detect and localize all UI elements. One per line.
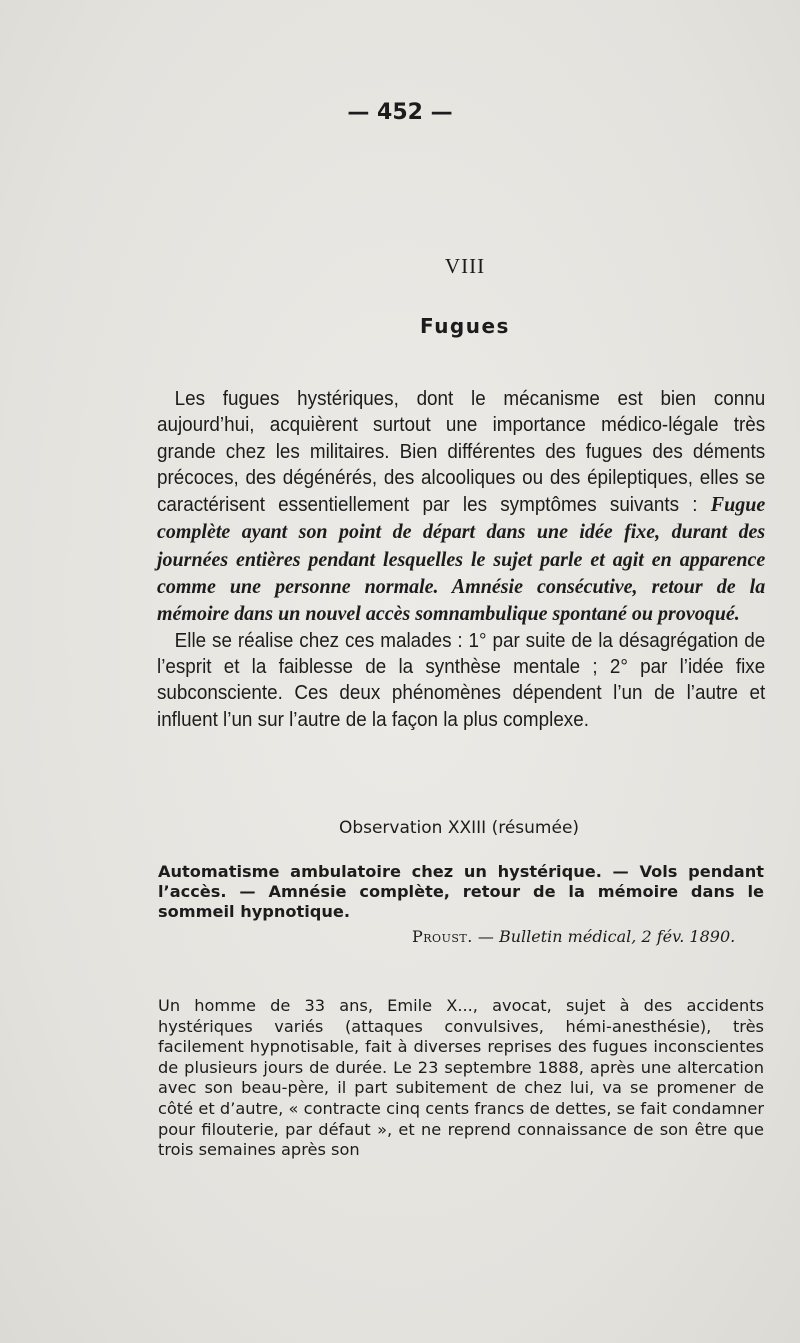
observation-body: Un homme de 33 ans, Emile X..., avocat, sujet à des accidents hystériques variés (attaques convulsives, hémi-anesthésie), très facilement hypnotisable, fait à diverses reprises des fugues inconscientes de plusieurs jours de durée. Le 23 septembre 1888, après une altercation avec son beau-père, il part subitement de chez lui, va se promener de côté et d’autre, « contracte cinq cents francs de dettes, se fait condamner pour filouterie, par défaut », et ne reprend connaissance de son être que trois semaines après son bbox=[158, 996, 764, 1160]
citation-source: Bulletin médical, 2 fév. 1890. bbox=[498, 927, 736, 946]
chapter-title: Fugues bbox=[420, 314, 510, 338]
paragraph-1 bbox=[157, 386, 765, 628]
paragraph-2: Elle se réalise chez ces malades : 1° par suite de la désagrégation de l’esprit et la faiblesse de la synthèse mentale ; 2° par l’idée fixe subconsciente. Ces deux phénomènes dépendent l’un de l’autre et influent l’un sur l’autre de la façon la plus complexe. bbox=[157, 629, 766, 731]
citation-separator: — bbox=[472, 927, 499, 946]
page-number: — 452 — bbox=[347, 100, 453, 125]
chapter-body bbox=[157, 386, 765, 733]
citation-author: Proust. bbox=[412, 927, 473, 946]
paragraph-1-text: Les fugues hystériques, dont le mécanisme est bien connu aujourd’hui, acquièrent surtout une importance médico-légale très grande chez les militaires. Bien différentes des fugues des déments précoces, des dégénérés, des alcooliques ou des épileptiques, elles se caractérisent essentiellement par les symptômes suivants : bbox=[157, 388, 766, 517]
observation-citation bbox=[412, 927, 735, 946]
observation-subtitle: Automatisme ambulatoire chez un hystérique. — Vols pendant l’accès. — Amnésie complète, retour de la mémoire dans le sommeil hypnotique. bbox=[158, 862, 764, 921]
observation-title: Observation XXIII (résumée) bbox=[338, 818, 580, 838]
paragraph-1-italic: Fugue complète ayant son point de départ dans une idée fixe, durant des journées entières pendant lesquelles le sujet parle et agit en apparence comme une personne normale. Amnésie consécutive, retour de la mémoire dans un nouvel accès somnambulique spontané ou provoqué. bbox=[157, 492, 766, 626]
chapter-number: VIII bbox=[444, 254, 486, 278]
